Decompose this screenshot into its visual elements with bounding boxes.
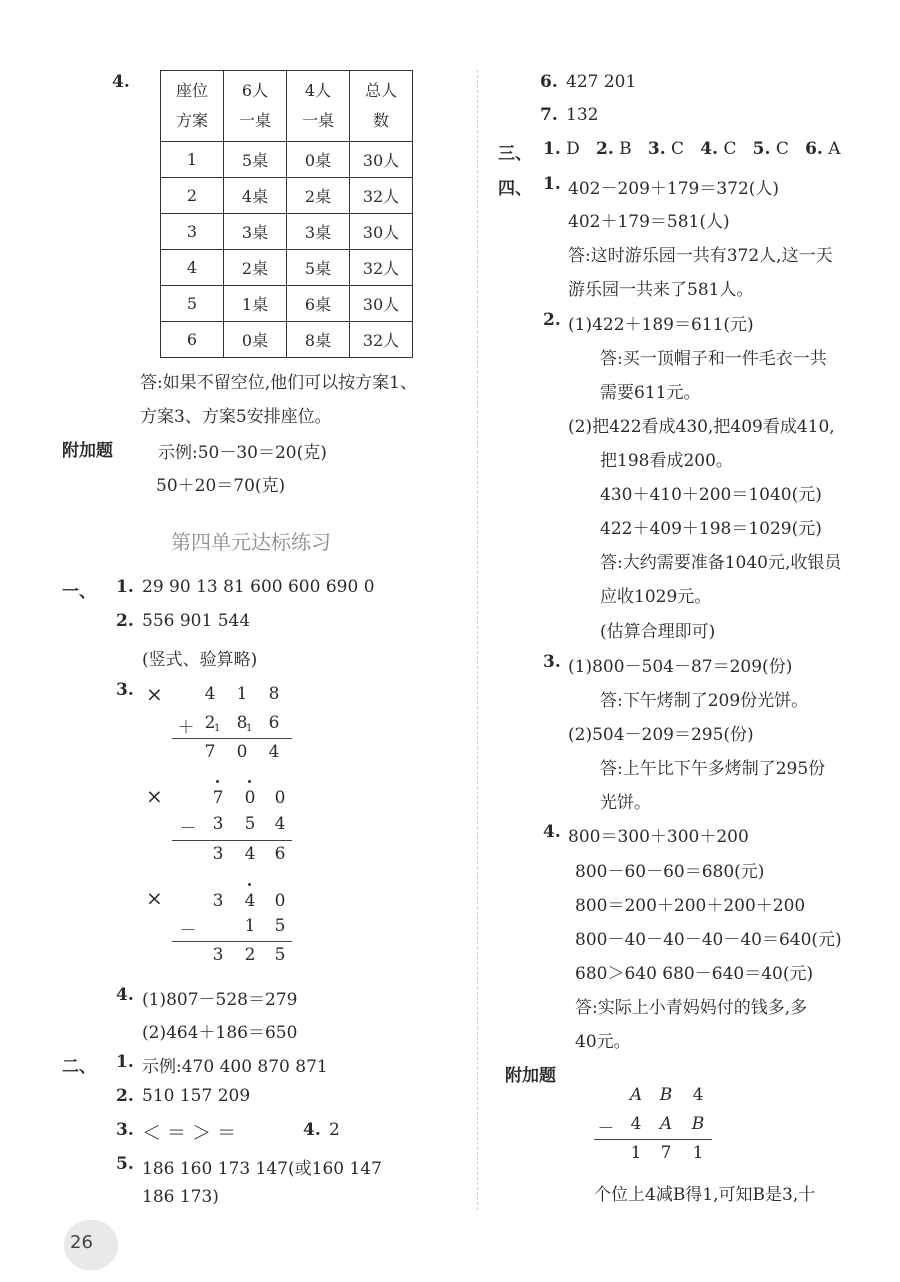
page-number: 26 xyxy=(70,1232,93,1253)
answer-text: 2 xyxy=(329,1120,340,1140)
calc-digit: 3 xyxy=(212,844,224,864)
answer-text: (1)807－528＝279 xyxy=(142,990,298,1010)
question-number: 3. xyxy=(116,1120,134,1140)
calc-digit: 3 xyxy=(212,891,224,911)
borrow-dot xyxy=(216,780,219,783)
table-header-row xyxy=(161,71,413,142)
table-cell: 30人 xyxy=(350,142,413,178)
answer-text: (1)800－504－87＝209(份) xyxy=(568,657,793,677)
calc-line xyxy=(172,840,292,841)
calc-digit: B xyxy=(659,1085,673,1105)
section-label-extra: 附加题 xyxy=(62,441,113,461)
calc-line xyxy=(172,941,292,942)
table-cell: 8桌 xyxy=(287,322,350,358)
answer-text: 把198看成200。 xyxy=(600,451,733,471)
table-cell: 30人 xyxy=(350,286,413,322)
question-number: 4. xyxy=(112,72,130,92)
answer-text: 402＋179＝581(人) xyxy=(568,212,730,232)
table-cell: 5桌 xyxy=(224,142,287,178)
question-number: 4. xyxy=(543,822,561,842)
table-row xyxy=(161,178,413,214)
carry-mark: 1 xyxy=(246,723,253,734)
table-header-cell: 总人 数 xyxy=(350,71,413,142)
table-cell: 6 xyxy=(161,322,224,358)
calc-digit: 0 xyxy=(236,742,248,762)
answer-text: 430＋410＋200＝1040(元) xyxy=(600,485,822,505)
table-cell: 4桌 xyxy=(224,178,287,214)
section-label: 一、 xyxy=(62,582,96,602)
extra-line: 示例:50－30＝20(克) xyxy=(158,443,327,463)
answer-text: 答:如果不留空位,他们可以按方案1、 xyxy=(140,373,417,393)
calc-digit: 7 xyxy=(212,788,224,808)
calc-digit: 0 xyxy=(244,788,256,808)
answer-text: 186 173) xyxy=(142,1187,219,1207)
calc-digit: 5 xyxy=(274,916,286,936)
table-cell: 0桌 xyxy=(224,322,287,358)
answer-text: 示例:470 400 870 871 xyxy=(142,1057,328,1077)
calc-operator: ＋ xyxy=(177,718,195,738)
table-cell: 32人 xyxy=(350,178,413,214)
seating-table xyxy=(160,70,413,358)
question-number: 2. xyxy=(543,310,561,330)
calc-digit: 4 xyxy=(268,742,280,762)
calc-digit: 4 xyxy=(244,891,256,911)
borrow-dot xyxy=(248,780,251,783)
table-cell: 0桌 xyxy=(287,142,350,178)
calc-digit: 6 xyxy=(274,844,286,864)
calc-digit: 7 xyxy=(660,1143,672,1163)
answer-text: (2)504－209＝295(份) xyxy=(568,725,754,745)
calc-digit: 4 xyxy=(204,684,216,704)
borrow-dot xyxy=(248,883,251,886)
answer-text: (1)422＋189＝611(元) xyxy=(568,315,754,335)
answer-text: 答:买一顶帽子和一件毛衣一共 xyxy=(600,349,827,369)
answer-text: 应收1029元。 xyxy=(600,587,712,607)
table-row xyxy=(161,142,413,178)
question-number: 6. xyxy=(540,72,558,92)
answer-text: 800－60－60＝680(元) xyxy=(575,862,765,882)
calc-digit: 5 xyxy=(244,814,256,834)
cross-mark: × xyxy=(146,886,163,910)
calc-digit: 5 xyxy=(274,945,286,965)
unit-title: 第四单元达标练习 xyxy=(171,530,331,554)
answer-text: 402－209＋179＝372(人) xyxy=(568,179,780,199)
calc-digit: 8 xyxy=(268,684,280,704)
table-header-cell: 4人 一桌 xyxy=(287,71,350,142)
answer-text: (2)把422看成430,把409看成410, xyxy=(568,417,835,437)
answer-text: 427 201 xyxy=(566,72,637,92)
table-cell: 2 xyxy=(161,178,224,214)
note-text: (估算合理即可) xyxy=(600,622,716,642)
calc-digit: 7 xyxy=(204,742,216,762)
table-cell: 32人 xyxy=(350,250,413,286)
question-number: 2. xyxy=(116,611,134,631)
calc-line xyxy=(594,1139,712,1140)
answer-text: 光饼。 xyxy=(600,793,651,813)
section-label: 二、 xyxy=(62,1057,96,1077)
question-number: 1. xyxy=(543,174,561,194)
calc-operator: － xyxy=(597,1119,615,1139)
question-number: 2. xyxy=(116,1086,134,1106)
question-number: 1. xyxy=(116,1052,134,1072)
answer-text: 答:大约需要准备1040元,收银员 xyxy=(600,553,842,573)
answer-text: 答:实际上小青妈妈付的钱多,多 xyxy=(575,998,808,1018)
answer-text: 答:这时游乐园一共有372人,这一天 xyxy=(568,246,833,266)
question-number: 3. xyxy=(116,680,134,700)
calc-digit: 8 xyxy=(236,713,248,733)
table-header-cell: 座位 方案 xyxy=(161,71,224,142)
table-cell: 3桌 xyxy=(224,214,287,250)
note-text: (竖式、验算略) xyxy=(142,650,258,670)
section-label: 三、 xyxy=(498,144,532,164)
table-row xyxy=(161,286,413,322)
answer-text: 40元。 xyxy=(575,1032,631,1052)
question-number: 4. xyxy=(116,985,134,1005)
table-row xyxy=(161,214,413,250)
choice-answers: 1. D 2. B 3. C 4. C 5. C 6. A xyxy=(543,139,841,159)
answer-text: 800＝300＋300＋200 xyxy=(568,827,749,847)
answer-text: 556 901 544 xyxy=(142,611,251,631)
calc-digit: 1 xyxy=(692,1143,704,1163)
table-cell: 5桌 xyxy=(287,250,350,286)
carry-mark: 1 xyxy=(214,723,221,734)
calc-digit: 4 xyxy=(630,1114,642,1134)
calc-operator: － xyxy=(179,921,197,941)
table-cell: 1 xyxy=(161,142,224,178)
table-cell: 32人 xyxy=(350,322,413,358)
answer-text: 186 160 173 147(或160 147 xyxy=(142,1159,382,1179)
calc-digit: B xyxy=(691,1114,705,1134)
table-cell: 1桌 xyxy=(224,286,287,322)
answer-text: 29 90 13 81 600 600 690 0 xyxy=(142,577,375,597)
calc-operator: － xyxy=(179,819,197,839)
answer-text: 510 157 209 xyxy=(142,1086,251,1106)
calc-digit: 4 xyxy=(274,814,286,834)
cross-mark: × xyxy=(146,784,163,808)
calc-digit: 3 xyxy=(212,814,224,834)
answer-text: 个位上4减B得1,可知B是3,十 xyxy=(594,1185,816,1205)
calc-digit: 4 xyxy=(692,1085,704,1105)
answer-text: 答:上午比下午多烤制了295份 xyxy=(600,759,826,779)
column-divider xyxy=(477,70,478,1210)
question-number: 7. xyxy=(540,105,558,125)
question-number: 3. xyxy=(543,652,561,672)
calc-digit: 2 xyxy=(204,713,216,733)
calc-digit: 1 xyxy=(630,1143,642,1163)
calc-digit: A xyxy=(659,1114,673,1134)
answer-text: 游乐园一共来了581人。 xyxy=(568,280,754,300)
question-number: 5. xyxy=(116,1154,134,1174)
calc-digit: A xyxy=(629,1085,643,1105)
calc-line xyxy=(172,738,292,739)
calc-digit: 6 xyxy=(268,713,280,733)
answer-text: (2)464＋186＝650 xyxy=(142,1023,298,1043)
question-number: 1. xyxy=(116,577,134,597)
table-cell: 3 xyxy=(161,214,224,250)
calc-digit: 1 xyxy=(244,916,256,936)
question-number: 4. xyxy=(303,1120,321,1140)
calc-digit: 0 xyxy=(274,788,286,808)
extra-line: 50＋20＝70(克) xyxy=(156,476,286,496)
answer-text: 答:下午烤制了209份光饼。 xyxy=(600,691,809,711)
answer-text: 800－40－40－40－40＝640(元) xyxy=(575,930,842,950)
answer-text: 800＝200＋200＋200＋200 xyxy=(575,896,806,916)
calc-digit: 3 xyxy=(212,945,224,965)
table-row xyxy=(161,322,413,358)
answer-text: 需要611元。 xyxy=(600,383,701,403)
cross-mark: × xyxy=(146,682,163,706)
calc-digit: 1 xyxy=(236,684,248,704)
answer-text: 方案3、方案5安排座位。 xyxy=(140,407,332,427)
answer-text: 422＋409＋198＝1029(元) xyxy=(600,519,822,539)
table-header-cell: 6人 一桌 xyxy=(224,71,287,142)
section-label-extra: 附加题 xyxy=(505,1066,556,1086)
calc-digit: 4 xyxy=(244,844,256,864)
table-cell: 4 xyxy=(161,250,224,286)
answer-text: 680＞640 680－640＝40(元) xyxy=(575,964,814,984)
table-cell: 2桌 xyxy=(224,250,287,286)
table-row xyxy=(161,250,413,286)
answer-text: ＜ ＝ ＞ ＝ xyxy=(142,1122,237,1144)
calc-digit: 0 xyxy=(274,891,286,911)
answer-text: 132 xyxy=(566,105,599,125)
table-cell: 30人 xyxy=(350,214,413,250)
calc-digit: 2 xyxy=(244,945,256,965)
table-cell: 5 xyxy=(161,286,224,322)
section-label: 四、 xyxy=(498,179,532,199)
table-cell: 3桌 xyxy=(287,214,350,250)
table-cell: 6桌 xyxy=(287,286,350,322)
table-cell: 2桌 xyxy=(287,178,350,214)
